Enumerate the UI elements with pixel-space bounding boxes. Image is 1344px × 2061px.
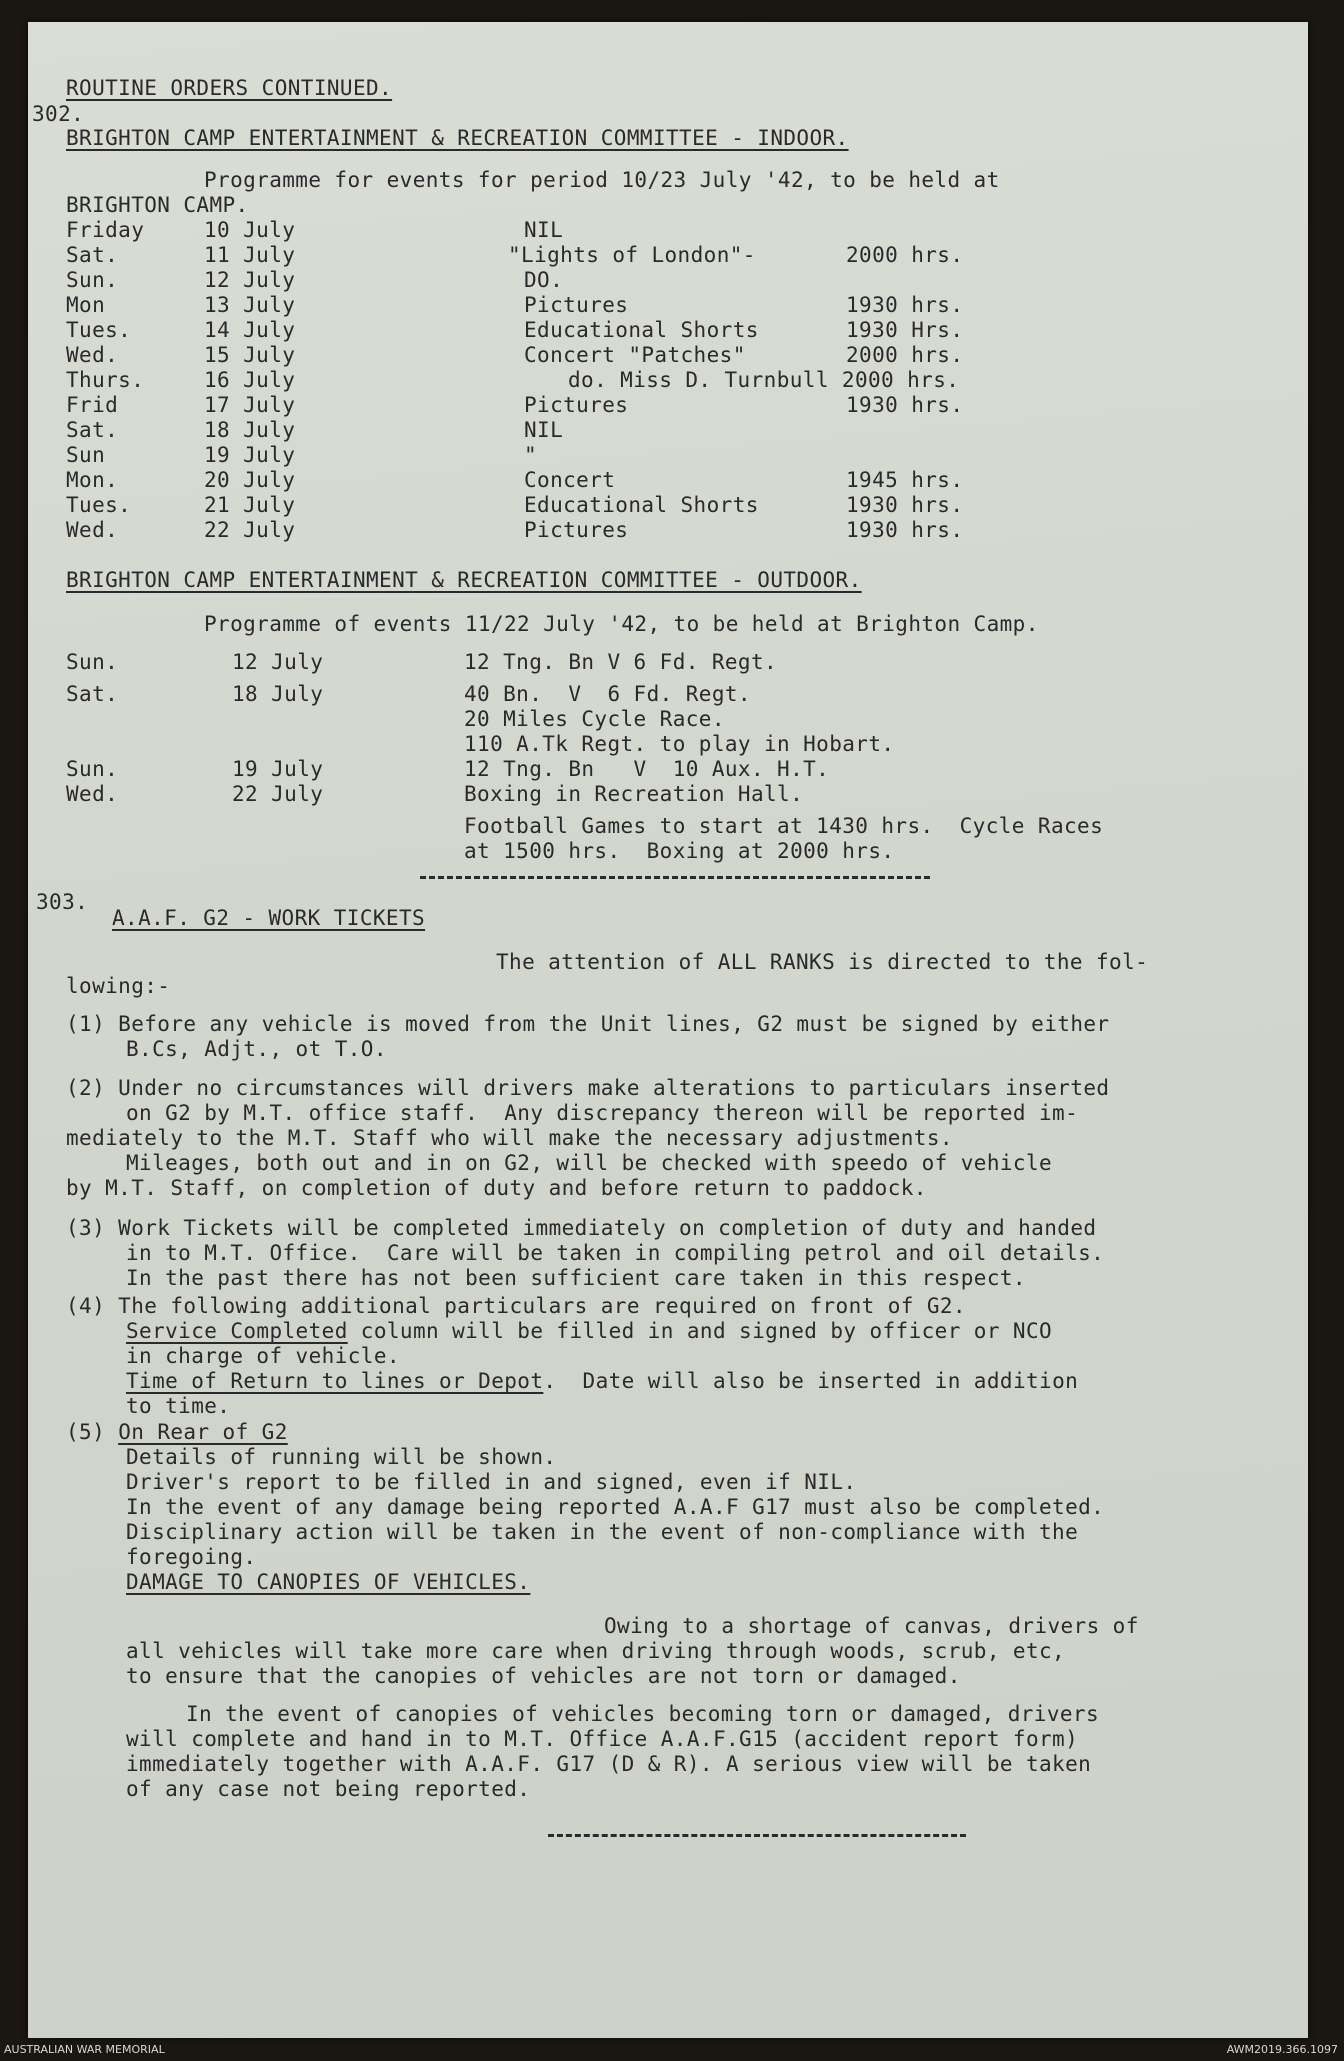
para-1-line-1: (1) Before any vehicle is moved from the Unit lines, G2 must be signed by either — [66, 1012, 1110, 1036]
outdoor-row-event: Boxing in Recreation Hall. — [464, 782, 804, 806]
indoor-row-time: 1930 hrs. — [846, 493, 964, 517]
indoor-row-event: Pictures — [524, 518, 629, 542]
routine-orders-heading: ROUTINE ORDERS CONTINUED. — [66, 76, 393, 100]
outdoor-row-event: 110 A.Tk Regt. to play in Hobart. — [464, 732, 895, 756]
indoor-row-time: 1930 hrs. — [846, 293, 964, 317]
para-4-line-2 — [126, 1319, 1052, 1344]
outdoor-row-date: 18 July — [232, 682, 324, 706]
indoor-row-day: Thurs. — [66, 368, 145, 392]
outdoor-row-date: 22 July — [232, 782, 324, 806]
indoor-row-day: Sun — [66, 443, 106, 467]
indoor-row-time: 2000 hrs. — [846, 243, 964, 267]
outdoor-intro: Programme of events 11/22 July '42, to be held at Brighton Camp. — [204, 612, 1039, 636]
para-1-line-2: B.Cs, Adjt., ot T.O. — [126, 1037, 387, 1061]
outdoor-row-event: 20 Miles Cycle Race. — [464, 707, 725, 731]
indoor-row-event: DO. — [524, 268, 564, 292]
para-5-line-6: foregoing. — [126, 1545, 257, 1569]
outdoor-row-event: 12 Tng. Bn V 6 Fd. Regt. — [464, 650, 778, 674]
para-3-line-3: In the past there has not been sufficient care taken in this respect. — [126, 1266, 1026, 1290]
damage-line-3: to ensure that the canopies of vehicles are not torn or damaged. — [126, 1664, 961, 1688]
para-5-line-4: In the event of any damage being reported A.A.F G17 must also be completed. — [126, 1495, 1105, 1519]
indoor-row-event: Concert "Patches" — [524, 343, 746, 367]
work-tickets-intro-2: lowing:- — [66, 974, 171, 998]
indoor-intro-line-2: BRIGHTON CAMP. — [66, 193, 249, 217]
item-number-302: 302. — [32, 102, 85, 126]
indoor-row-day: Mon — [66, 293, 106, 317]
indoor-row-day: Frid — [66, 393, 119, 417]
indoor-row-event: Concert — [524, 468, 616, 492]
footer-institution: AUSTRALIAN WAR MEMORIAL — [4, 2043, 165, 2056]
indoor-row-date: 17 July — [204, 393, 296, 417]
indoor-row-date: 13 July — [204, 293, 296, 317]
outdoor-row-day: Sat. — [66, 682, 119, 706]
item-number-303: 303. — [36, 890, 89, 914]
para-2-line-4: Mileages, both out and in on G2, will be checked with speedo of vehicle — [126, 1151, 1053, 1175]
outdoor-row-date: 12 July — [232, 650, 324, 674]
indoor-row-time: 1930 hrs. — [846, 393, 964, 417]
canopy-line-3: immediately together with A.A.F. G17 (D & R). A serious view will be taken — [126, 1752, 1092, 1776]
indoor-row-date: 21 July — [204, 493, 296, 517]
para-5-line-1 — [66, 1420, 288, 1445]
indoor-row-day: Mon. — [66, 468, 119, 492]
para-4-line-3: in charge of vehicle. — [126, 1344, 400, 1368]
outdoor-note-line-2: at 1500 hrs. Boxing at 2000 hrs. — [464, 839, 895, 863]
para-2-line-1: (2) Under no circumstances will drivers make alterations to particulars inserted — [66, 1076, 1110, 1100]
damage-canopies-heading: DAMAGE TO CANOPIES OF VEHICLES. — [126, 1570, 531, 1594]
damage-line-1: Owing to a shortage of canvas, drivers of — [604, 1614, 1139, 1638]
canopy-line-2: will complete and hand in to M.T. Office A.A.F.G15 (accident report form) — [126, 1727, 1079, 1751]
indoor-row-date: 22 July — [204, 518, 296, 542]
para-4-line-1: (4) The following additional particulars are required on front of G2. — [66, 1294, 966, 1318]
indoor-row-event: do. Miss D. Turnbull 2000 hrs. — [568, 368, 960, 392]
archive-footer — [0, 2039, 1344, 2061]
indoor-row-event: Pictures — [524, 393, 629, 417]
indoor-row-time: 1945 hrs. — [846, 468, 964, 492]
indoor-row-event: Educational Shorts — [524, 493, 759, 517]
indoor-row-date: 10 July — [204, 218, 296, 242]
para-3-line-1: (3) Work Tickets will be completed immediately on completion of duty and handed — [66, 1216, 1097, 1240]
damage-line-2: all vehicles will take more care when driving through woods, scrub, etc, — [126, 1639, 1066, 1663]
indoor-row-event: "Lights of London"- — [508, 243, 756, 267]
para-4-line-5: to time. — [126, 1394, 231, 1418]
indoor-heading: BRIGHTON CAMP ENTERTAINMENT & RECREATION COMMITTEE - INDOOR. — [66, 126, 849, 150]
para-5-line-3: Driver's report to be filled in and signed, even if NIL. — [126, 1470, 857, 1494]
indoor-row-date: 16 July — [204, 368, 296, 392]
indoor-row-day: Sat. — [66, 243, 119, 267]
outdoor-note-line-1: Football Games to start at 1430 hrs. Cycle Races — [464, 814, 1104, 838]
indoor-row-date: 12 July — [204, 268, 296, 292]
indoor-row-time: 1930 hrs. — [846, 518, 964, 542]
outdoor-row-event: 12 Tng. Bn V 10 Aux. H.T. — [464, 757, 830, 781]
outdoor-row-day: Sun. — [66, 650, 119, 674]
rear-of-g2-label: On Rear of G2 — [118, 1420, 288, 1444]
time-of-return-text: . Date will also be inserted in addition — [543, 1369, 1079, 1393]
para-2-line-5: by M.T. Staff, on completion of duty and before return to paddock. — [66, 1176, 927, 1200]
canopy-line-4: of any case not being reported. — [126, 1777, 531, 1801]
indoor-row-date: 11 July — [204, 243, 296, 267]
indoor-row-time: 2000 hrs. — [846, 343, 964, 367]
outdoor-heading: BRIGHTON CAMP ENTERTAINMENT & RECREATION COMMITTEE - OUTDOOR. — [66, 568, 862, 592]
indoor-row-event: Educational Shorts — [524, 318, 759, 342]
indoor-row-date: 20 July — [204, 468, 296, 492]
indoor-row-day: Friday — [66, 218, 145, 242]
service-completed-text: column will be filled in and signed by officer or NCO — [347, 1319, 1053, 1343]
work-tickets-heading: A.A.F. G2 - WORK TICKETS — [112, 906, 426, 930]
canopy-line-1: In the event of canopies of vehicles becoming torn or damaged, drivers — [186, 1702, 1100, 1726]
outdoor-row-day: Wed. — [66, 782, 119, 806]
para-4-line-4 — [126, 1369, 1078, 1394]
indoor-row-day: Wed. — [66, 343, 119, 367]
indoor-row-day: Tues. — [66, 318, 132, 342]
end-separator — [548, 1834, 966, 1837]
section-separator — [420, 876, 930, 879]
indoor-row-day: Tues. — [66, 493, 132, 517]
indoor-row-event: NIL — [524, 418, 564, 442]
indoor-row-date: 15 July — [204, 343, 296, 367]
indoor-row-event: " — [524, 443, 538, 467]
para-2-line-2: on G2 by M.T. office staff. Any discrepancy thereon will be reported im- — [126, 1101, 1079, 1125]
para-5-number: (5) — [66, 1420, 119, 1444]
para-5-line-2: Details of running will be shown. — [126, 1445, 557, 1469]
indoor-row-day: Wed. — [66, 518, 119, 542]
outdoor-row-day: Sun. — [66, 757, 119, 781]
indoor-row-event: NIL — [524, 218, 564, 242]
indoor-row-day: Sun. — [66, 268, 119, 292]
indoor-row-date: 14 July — [204, 318, 296, 342]
time-of-return-label: Time of Return to lines or Depot — [126, 1369, 544, 1393]
para-2-line-3: mediately to the M.T. Staff who will make the necessary adjustments. — [66, 1126, 953, 1150]
indoor-row-event: Pictures — [524, 293, 629, 317]
indoor-row-date: 18 July — [204, 418, 296, 442]
outdoor-row-event: 40 Bn. V 6 Fd. Regt. — [464, 682, 751, 706]
service-completed-label: Service Completed — [126, 1319, 348, 1343]
footer-accession-number: AWM2019.366.1097 — [1226, 2043, 1338, 2056]
outdoor-row-date: 19 July — [232, 757, 324, 781]
indoor-row-date: 19 July — [204, 443, 296, 467]
typed-document-page — [28, 22, 1308, 2038]
indoor-intro-line-1: Programme for events for period 10/23 July '42, to be held at — [204, 168, 1000, 192]
para-3-line-2: in to M.T. Office. Care will be taken in compiling petrol and oil details. — [126, 1241, 1105, 1265]
para-5-line-5: Disciplinary action will be taken in the event of non-compliance with the — [126, 1520, 1079, 1544]
indoor-row-time: 1930 Hrs. — [846, 318, 964, 342]
work-tickets-intro-1: The attention of ALL RANKS is directed to the fol- — [496, 950, 1149, 974]
indoor-row-day: Sat. — [66, 418, 119, 442]
